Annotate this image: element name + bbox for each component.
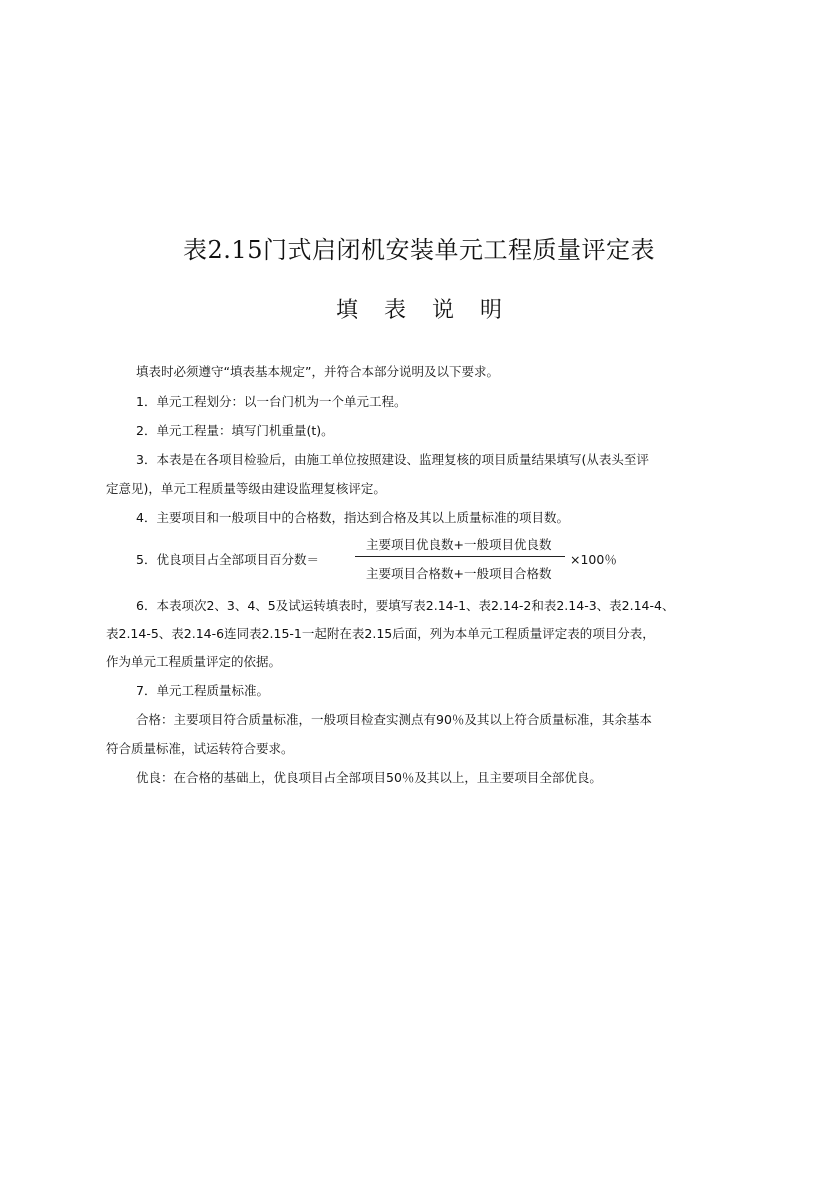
item-6-line-2: 表2.14-5、表2.14-6连同表2.15-1一起附在表2.15后面，列为本单元工程质量评定表的项目分表， — [106, 626, 655, 641]
fraction-bar — [355, 556, 565, 557]
intro-text: 填表时必须遵守“填表基本规定”，并符合本部分说明及以下要求。 — [136, 364, 499, 379]
item-6-line-1: 6．本表项次2、3、4、5及试运转填表时，要填写表2.14-1、表2.14-2和表2.14-3、表2.14-4、 — [136, 598, 675, 613]
page-title: 表2.15门式启闭机安装单元工程质量评定表 — [183, 236, 655, 264]
pass-standard-line-2: 符合质量标准，试运转符合要求。 — [106, 741, 294, 756]
item-3-line-1: 3．本表是在各项目检验后，由施工单位按照建设、监理复核的项目质量结果填写(从表头至评 — [136, 452, 649, 467]
excellent-standard: 优良：在合格的基础上，优良项目占全部项目50％及其以上，且主要项目全部优良。 — [136, 770, 602, 785]
formula-numerator: 主要项目优良数+一般项目优良数 — [366, 537, 552, 552]
formula-multiplier: ×100％ — [570, 552, 617, 567]
item-6-line-3: 作为单元工程质量评定的依据。 — [106, 654, 282, 669]
pass-standard-line-1: 合格：主要项目符合质量标准，一般项目检查实测点有90％及其以上符合质量标准，其余基本 — [136, 712, 652, 727]
item-7: 7．单元工程质量标准。 — [136, 683, 269, 698]
item-4: 4．主要项目和一般项目中的合格数，指达到合格及其以上质量标准的项目数。 — [136, 510, 569, 525]
item-1: 1．单元工程划分：以一台门机为一个单元工程。 — [136, 394, 407, 409]
item-3-line-2: 定意见)，单元工程质量等级由建设监理复核评定。 — [106, 481, 386, 496]
page-subtitle: 填表说明 — [335, 298, 528, 323]
item-5-label: 5．优良项目占全部项目百分数＝ — [136, 552, 319, 567]
formula-denominator: 主要项目合格数+一般项目合格数 — [366, 566, 552, 581]
item-2: 2．单元工程量：填写门机重量(t)。 — [136, 423, 334, 438]
